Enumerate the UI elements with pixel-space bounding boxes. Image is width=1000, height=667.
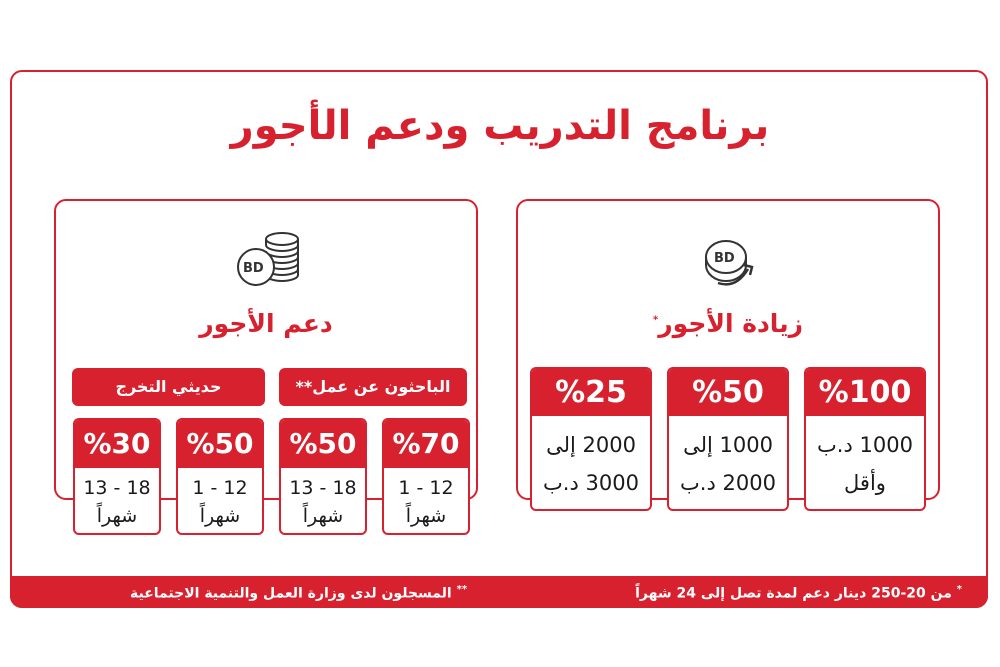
card-line: 2000 د.ب: [680, 471, 776, 495]
wage-support-card: [279, 418, 367, 535]
card-line: 3000 د.ب: [543, 471, 639, 495]
card-percent: %50: [178, 420, 262, 468]
wage-support-card: [176, 418, 264, 535]
wage-increase-card: [530, 367, 652, 511]
card-line: 2000 إلى: [546, 433, 636, 457]
wage-support-card: [382, 418, 470, 535]
card-line: 1000 إلى: [683, 433, 773, 457]
card-line: 1000 د.ب: [817, 433, 913, 457]
card-percent: %25: [532, 369, 650, 416]
bd-coin-stack-icon: [234, 229, 304, 289]
svg-text:BD: BD: [714, 251, 735, 266]
card-line: 13 - 18: [289, 477, 357, 499]
footnote-right: * من 20-250 دينار دعم لمدة تصل إلى 24 شهراً: [635, 584, 962, 602]
card-line: شهراً: [302, 505, 344, 527]
card-percent: %50: [669, 369, 787, 416]
card-percent: %70: [384, 420, 468, 468]
card-line: 1 - 12: [398, 477, 454, 499]
card-line: شهراً: [199, 505, 241, 527]
svg-text:BD: BD: [243, 261, 264, 276]
wage-support-card: [73, 418, 161, 535]
wage-increase-card: [804, 367, 926, 511]
wage-support-title: دعم الأجور: [199, 309, 333, 338]
footnote-left: ** المسجلون لدى وزارة العمل والتنمية الاجتماعية: [130, 584, 468, 602]
wage-increase-title: زيادة الأجور*: [653, 309, 803, 338]
page-title: برنامج التدريب ودعم الأجور: [230, 103, 770, 149]
graduates-band: حديثي التخرج: [72, 368, 265, 406]
card-line: 1 - 12: [192, 477, 248, 499]
card-percent: %100: [806, 369, 924, 416]
card-percent: %30: [75, 420, 159, 468]
card-line: وأقل: [844, 471, 886, 495]
card-line: شهراً: [405, 505, 447, 527]
card-line: 13 - 18: [83, 477, 151, 499]
wage-increase-card: [667, 367, 789, 511]
card-percent: %50: [281, 420, 365, 468]
job-seekers-band: الباحثون عن عمل**: [279, 368, 467, 406]
card-line: شهراً: [96, 505, 138, 527]
bd-coin-arrow-icon: [696, 229, 762, 295]
